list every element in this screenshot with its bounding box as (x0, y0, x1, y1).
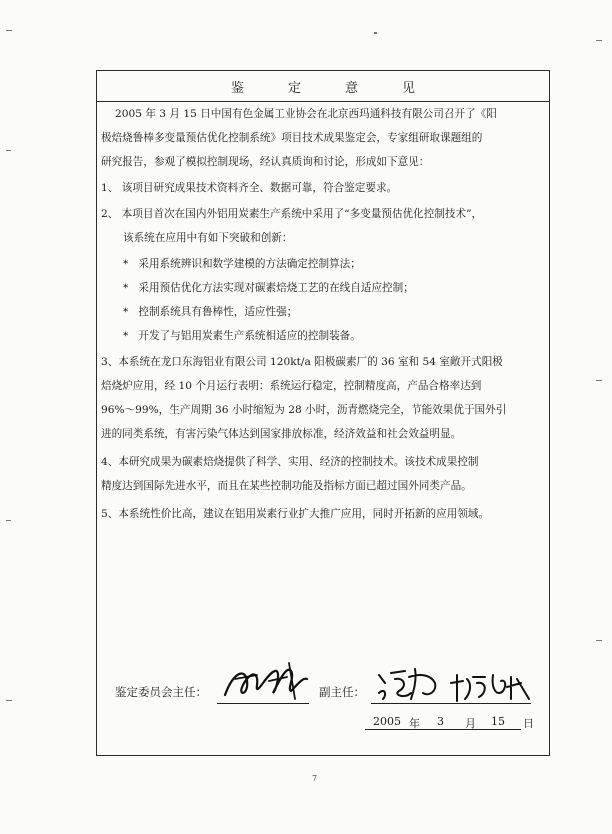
form-title: 鉴定意见 (230, 80, 459, 96)
appraisal-body (97, 71, 549, 755)
bullet-text: 采用系统辨识和数学建模的方法确定控制算法； (138, 258, 361, 270)
vice-chair-label: 副主任： (319, 685, 365, 699)
bullet-text: 控制系统具有鲁棒性，适应性强； (138, 306, 298, 318)
bullet-marker: * (123, 330, 129, 342)
item-3-line: 进的同类系统，有害污染气体达到国家排放标准，经济效益和社会效益明显。 (101, 428, 462, 440)
bullet-marker: * (123, 258, 129, 270)
page-speck (6, 150, 11, 151)
item-3-line: 焙烧炉应用，经 10 个月运行表明：系统运行稳定，控制精度高，产品合格率达到 (101, 380, 482, 392)
item-2-line: 2、 本项目首次在国内外铝用炭素生产系统中采用了“多变量预估优化控制技术”， (101, 208, 483, 220)
date-underline (365, 729, 521, 730)
chair-signature-image (217, 655, 317, 707)
item-1: 1、 该项目研究成果技术资料齐全、数据可靠，符合鉴定要求。 (101, 182, 398, 194)
page-speck (6, 520, 11, 521)
item-5: 5、本系统性价比高，建议在铝用炭素行业扩大推广应用，同时开拓新的应用领域。 (101, 508, 490, 520)
bullet-item (123, 329, 361, 343)
item-4-line: 精度达到国际先进水平，而且在某些控制功能及指标方面已超过国外同类产品。 (101, 480, 472, 492)
page-speck (374, 32, 377, 34)
page-speck (6, 700, 12, 701)
bullet-item (123, 305, 297, 319)
bullet-marker: * (123, 306, 129, 318)
date-year: 2005 (373, 715, 401, 728)
bullet-text: 采用预估优化方法实现对碳素焙烧工艺的在线自适应控制； (138, 282, 414, 294)
bullet-item (123, 281, 414, 295)
date-month-unit: 月 (465, 717, 476, 730)
page-speck (596, 40, 602, 41)
bullet-text: 开发了与铝用炭素生产系统相适应的控制装备。 (138, 330, 361, 342)
bullet-marker: * (123, 282, 129, 294)
chair-label: 鉴定委员会主任： (115, 685, 207, 699)
intro-line: 2005 年 3 月 15 日中国有色金属工业协会在北京西玛通科技有限公司召开了《阳 (115, 108, 497, 120)
date-year-unit: 年 (409, 717, 420, 730)
vice-chair-signature-image (447, 669, 533, 705)
intro-line: 极焙烧鲁棒多变量预估优化控制系统》项目技术成果鉴定会，专家组研取课题组的 (101, 132, 483, 144)
intro-line: 研究报告，参观了模拟控制现场，经认真质询和讨论，形成如下意见： (101, 156, 430, 168)
date-month: 3 (437, 715, 444, 728)
date-day-unit: 日 (523, 717, 534, 730)
page-number: 7 (312, 774, 318, 783)
appraisal-form (96, 70, 550, 756)
page-speck (6, 30, 12, 31)
item-3-line: 96%～99%，生产周期 36 小时缩短为 28 小时，沥青燃烧完全，节能效果优于国外引 (101, 404, 507, 416)
bullet-item (123, 257, 361, 271)
item-3-line: 3、本系统在龙口东海铝业有限公司 120kt/a 阳极碳素厂的 36 室和 54 室敞开式阳极 (101, 356, 503, 368)
page-speck (596, 380, 602, 381)
item-4-line: 4、本研究成果为碳素焙烧提供了科学、实用、经济的控制技术。该技术成果控制 (101, 456, 479, 468)
page-speck (596, 640, 602, 641)
date-day: 15 (491, 715, 505, 728)
vice-chair-signature-image (375, 663, 445, 705)
item-2-line: 该系统在应用中有如下突破和创新： (123, 232, 293, 244)
